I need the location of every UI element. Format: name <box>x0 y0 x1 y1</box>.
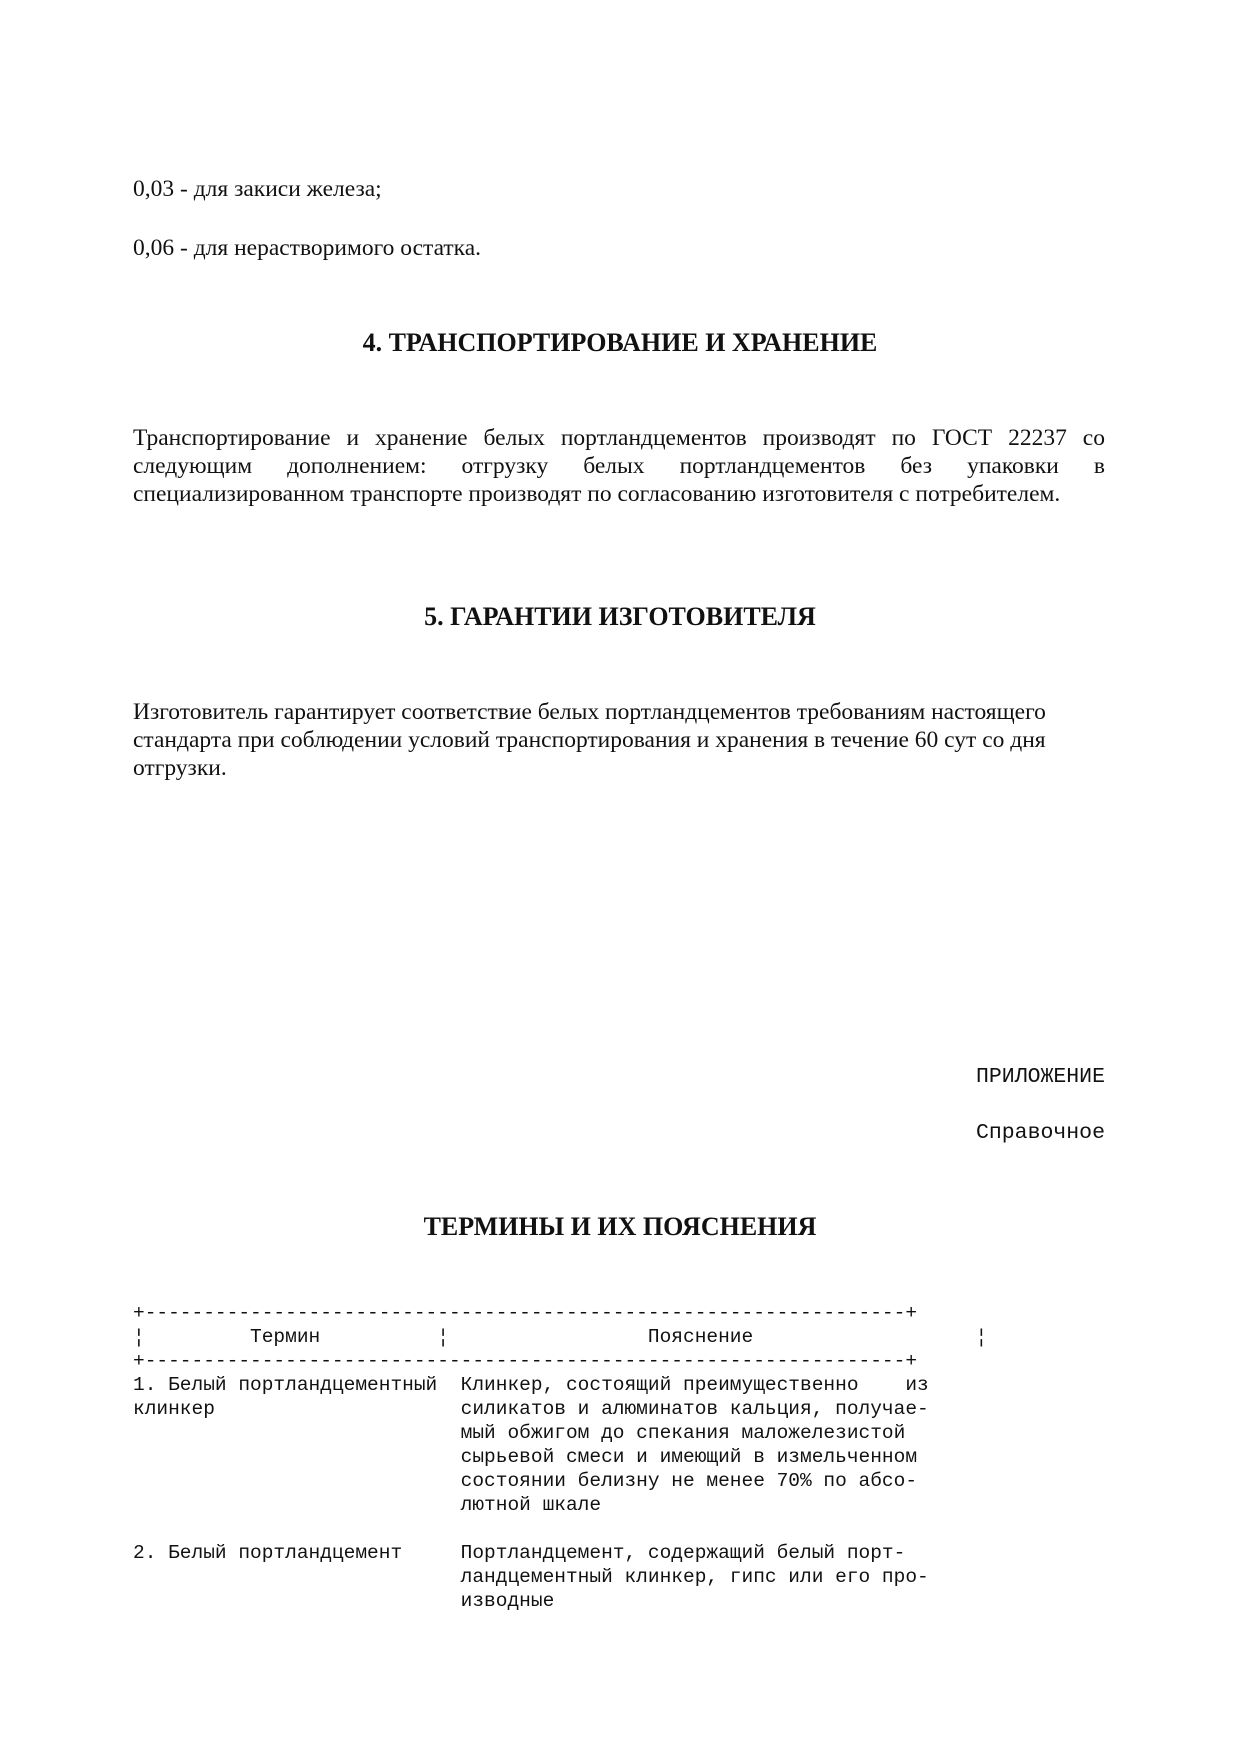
table-row: ландцементный клинкер, гипс или его про- <box>133 1566 929 1588</box>
appendix-label: ПРИЛОЖЕНИЕ <box>975 1065 1105 1089</box>
section-4-paragraph: Транспортирование и хранение белых портландцементов производят по ГОСТ 22237 со следующим дополнением: отгрузку белых портландцементов без упаковки в специализированном транспорте производят по согласованию изготовителя с потребителем. <box>133 425 1105 507</box>
table-border-middle: +-----------------------------------------------------------------+ <box>133 1350 918 1372</box>
text-line-insoluble-residue: 0,06 - для нерастворимого остатка. <box>133 235 482 261</box>
table-row: клинкер силикатов и алюминатов кальция, получае- <box>133 1398 929 1420</box>
table-row: сырьевой смеси и имеющий в измельченном <box>133 1446 918 1468</box>
table-row: 2. Белый портландцемент Портландцемент, содержащий белый порт- <box>133 1542 906 1564</box>
table-row: лютной шкале <box>133 1494 602 1516</box>
table-row: 1. Белый портландцементный Клинкер, состоящий преимущественно из <box>133 1374 929 1396</box>
table-border-top: +-----------------------------------------------------------------+ <box>133 1302 918 1324</box>
table-row: изводные <box>133 1590 555 1612</box>
appendix-title: ТЕРМИНЫ И ИХ ПОЯСНЕНИЯ <box>423 1212 817 1241</box>
table-row-spacer <box>133 1517 987 1541</box>
text-line-iron-oxide: 0,03 - для закиси железа; <box>133 176 382 202</box>
section-5-paragraph: Изготовитель гарантирует соответствие белых портландцементов требованиям настоящего стандарта при соблюдении условий транспортирования и хранения в течение 60 сут со дня отгрузки. <box>133 699 1046 781</box>
terms-table <box>133 1301 987 1613</box>
section-5-heading: 5. ГАРАНТИИ ИЗГОТОВИТЕЛЯ <box>424 602 816 631</box>
appendix-type: Справочное <box>975 1121 1105 1145</box>
table-header-row: ¦ Термин ¦ Пояснение ¦ <box>133 1326 988 1348</box>
table-row: мый обжигом до спекания маложелезистой <box>133 1422 906 1444</box>
section-4-heading: 4. ТРАНСПОРТИРОВАНИЕ И ХРАНЕНИЕ <box>362 328 878 357</box>
table-row: состоянии белизну не менее 70% по абсо- <box>133 1470 918 1492</box>
